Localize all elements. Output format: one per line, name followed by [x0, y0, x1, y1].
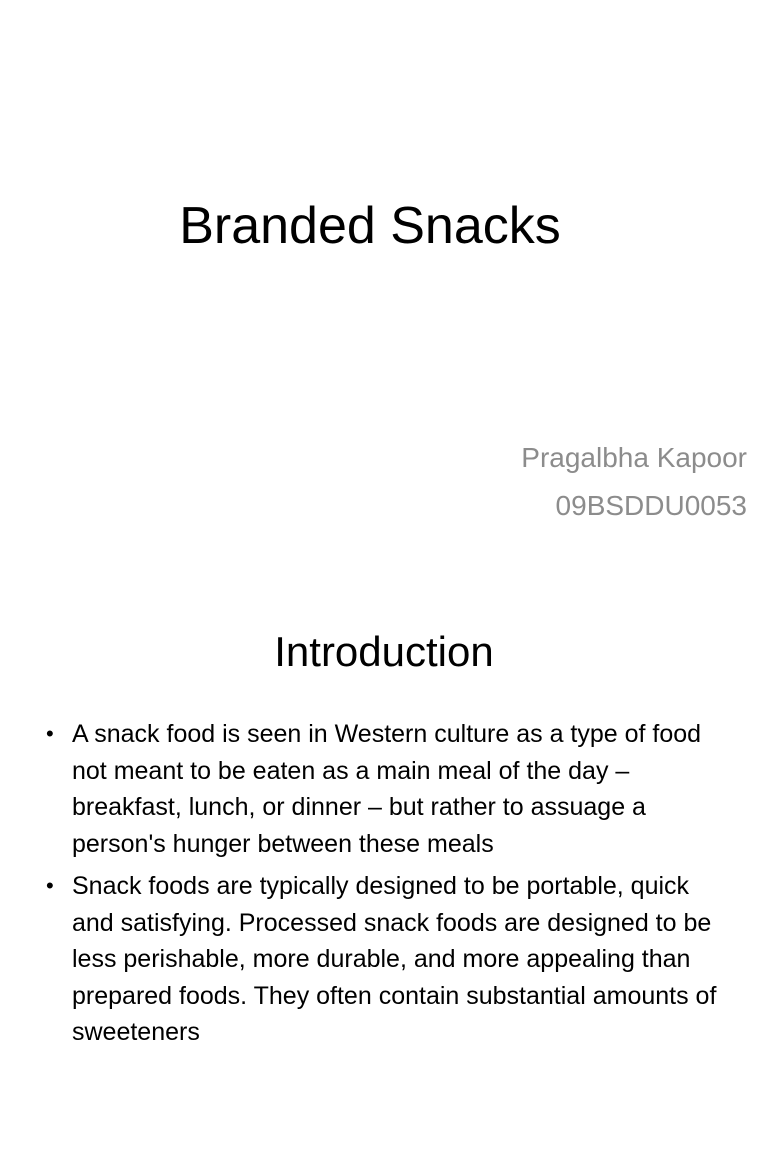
author-id: 09BSDDU0053 — [555, 490, 747, 521]
bullet-dot-icon: • — [46, 721, 54, 746]
slide-title: Branded Snacks — [179, 197, 561, 255]
slide-heading: Introduction — [274, 628, 494, 675]
bullet-list — [44, 716, 724, 1057]
bullet-dot-icon: • — [46, 873, 54, 898]
slide-subtitle — [521, 434, 747, 530]
bullet-item — [44, 868, 724, 1051]
bullet-item — [44, 716, 724, 862]
introduction-slide — [0, 576, 768, 1152]
bullet-text: Snack foods are typically designed to be portable, quick and satisfying. Processed snack foods are designed to be less perishable, more durable, and more appealing than prepared foods. They often contain substantial amounts of sweeteners — [72, 872, 717, 1046]
bullet-text: A snack food is seen in Western culture as a type of food not meant to be eaten as a main meal of the day – breakfast, lunch, or dinner – but rather to assuage a person's hunger between these meals — [72, 720, 702, 858]
author-name: Pragalbha Kapoor — [521, 442, 747, 473]
